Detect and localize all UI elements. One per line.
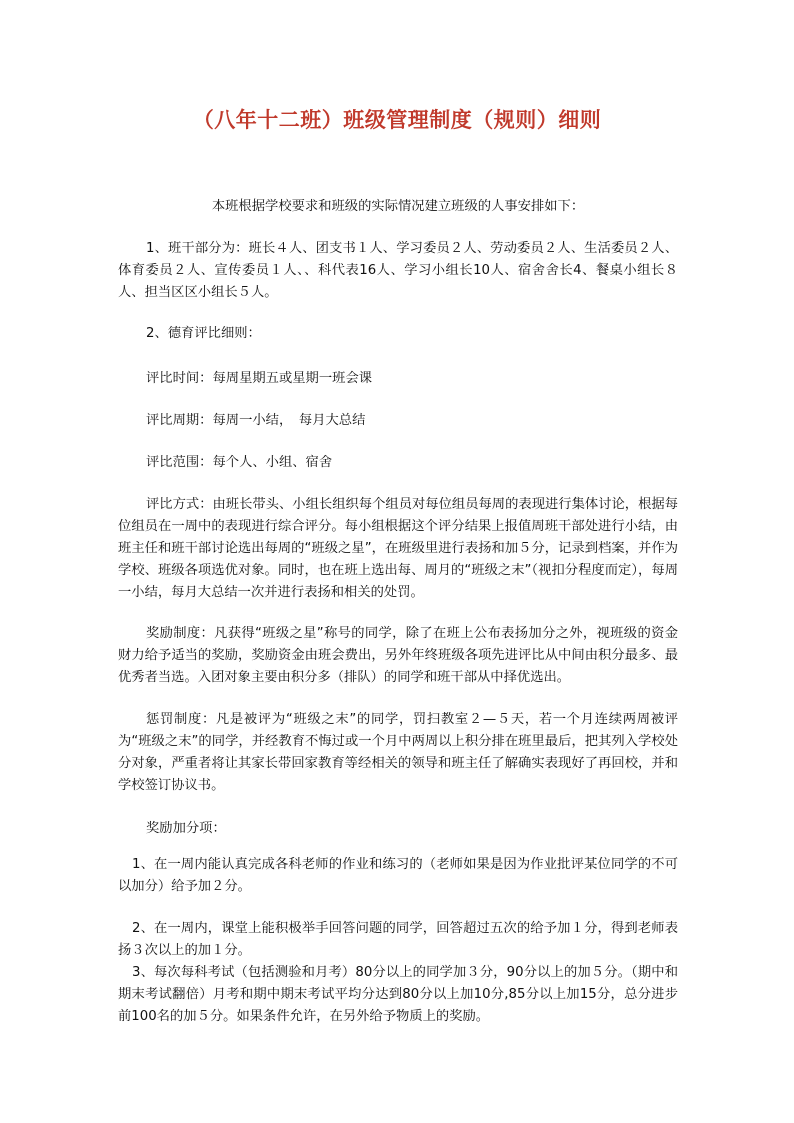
bonus-item-2: 2、在一周内，课堂上能积极举手回答问题的同学，回答超过五次的给予加１分，得到老师表扬３次以上的加１分。 — [118, 921, 678, 958]
eval-scope: 评比范围：每个人、小组、宿舍 — [146, 455, 333, 470]
section1-staffing: 1、班干部分为：班长４人、团支书１人、学习委员２人、劳动委员２人、生活委员２人、体育委员２人、宣传委员１人、、科代表16人、学习小组长10人、宿舍舍长4、餐桌小组长８人、担当区区小组长５人。 — [118, 241, 678, 300]
eval-time: 评比时间：每周星期五或星期一班会课 — [146, 371, 373, 386]
penalty-system: 惩罚制度：凡是被评为“班级之末”的同学，罚扫教室２—５天，若一个月连续两周被评为“班级之末”的同学，并经教育不悔过或一个月中两周以上积分排在班里最后，把其列入学校处分对象，严重者将让其家长带回家教育等经相关的领导和班主任了解确实表现好了再回校，并和学校签订协议书。 — [118, 712, 678, 793]
bonus-item-3: 3、每次每科考试（包括测验和月考）80分以上的同学加３分，90分以上的加５分。（期中和期末考试翻倍）月考和期中期末考试平均分达到80分以上加10分,85分以上加15分，总分进步前100名的加５分。如果条件允许，在另外给予物质上的奖励。 — [118, 965, 678, 1024]
section2-heading: 2、德育评比细则： — [146, 326, 261, 341]
bonus-item-1: 1、在一周内能认真完成各科老师的作业和练习的（老师如果是因为作业批评某位同学的不可以加分）给予加２分。 — [118, 857, 678, 894]
document-title: （八年十二班）班级管理制度（规则）细则 — [192, 108, 602, 132]
eval-method: 评比方式：由班长带头、小组长组织每个组员对每位组员每周的表现进行集体讨论，根据每位组员在一周中的表现进行综合评分。每小组根据这个评分结果上报值周班干部处进行小结，由班主任和班干部讨论选出每周的“班级之星”，在班级里进行表扬和加５分，记录到档案，并作为学校、班级各项选优对象。同时，也在班上选出每、周月的“班级之末”（视扣分程度而定），每周一小结，每月大总结一次并进行表扬和相关的处罚。 — [118, 497, 678, 600]
reward-system: 奖励制度：凡获得“班级之星”称号的同学，除了在班上公布表扬加分之外，视班级的资金财力给予适当的奖励，奖励资金由班会费出，另外年终班级各项先进评比从中间由积分最多、最优秀者当选。入团对象主要由积分多（排队）的同学和班干部从中择优选出。 — [118, 626, 678, 685]
intro-paragraph: 本班根据学校要求和班级的实际情况建立班级的人事安排如下： — [211, 199, 585, 214]
bonus-heading: 奖励加分项： — [146, 821, 226, 836]
eval-cycle: 评比周期：每周一小结， 每月大总结 — [146, 413, 366, 428]
